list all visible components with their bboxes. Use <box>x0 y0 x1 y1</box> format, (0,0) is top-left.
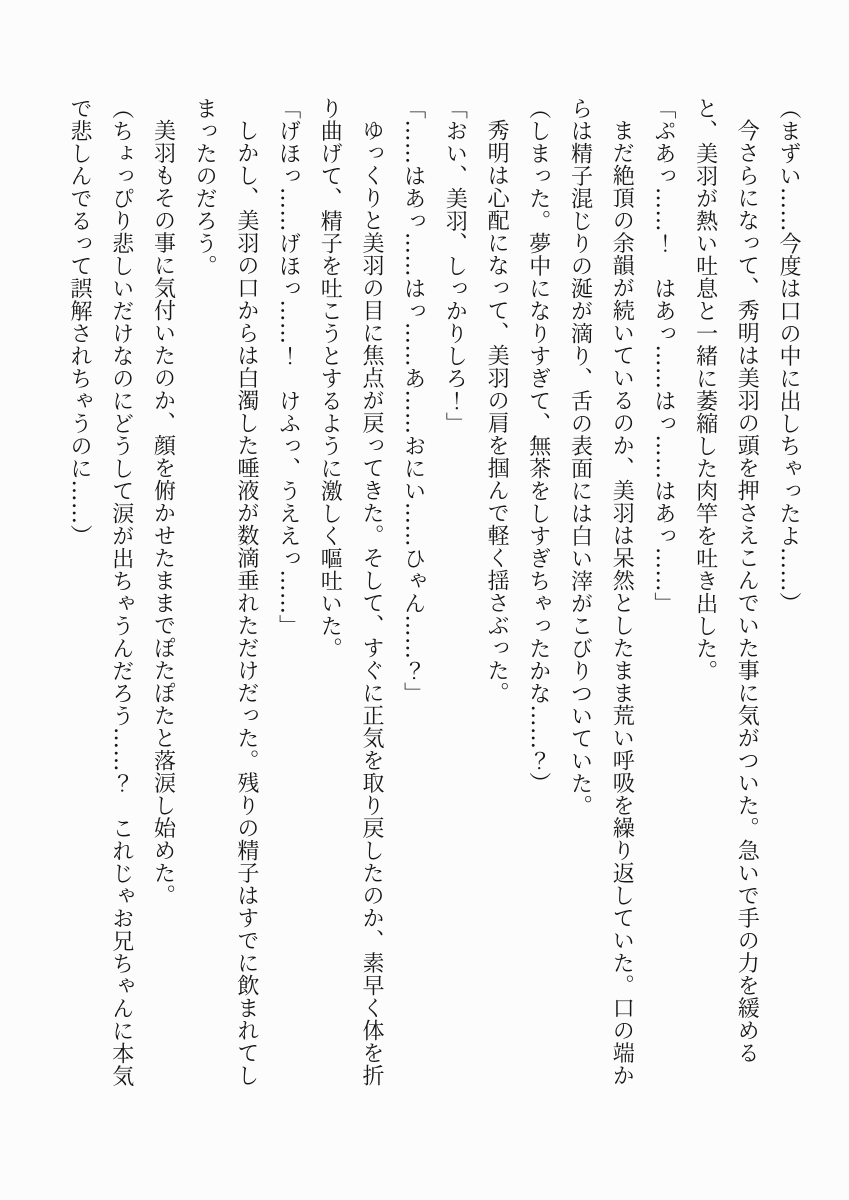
paragraph-narration: まだ絶頂の余韻が続いているのか、美羽は呆然としたまま荒い呼吸を繰り返していた。口の端からは精子混じりの涎が滴り、舌の表面には白い滓がこびりついていた。 <box>567 97 635 1087</box>
paragraph-narration: 美羽もその事に気付いたのか、顔を俯かせたままでぽたぽたと落涙し始めた。 <box>150 119 176 907</box>
paragraph-inner-monologue: （ちょっぴり悲しいだけなのにどうして涙が出ちゃうんだろう……？ これじゃお兄ちゃんに本気で悲しんでるって誤解されちゃうのに……） <box>67 97 134 1087</box>
paragraph-narration: 今さらになって、秀明は美羽の頭を押さえこんでいた事に気がついた。急いで手の力を緩めると、美羽が熱い吐息と一緒に萎縮した肉竿を吐き出した。 <box>692 97 760 1064</box>
paragraph-narration: ゆっくりと美羽の目に焦点が戻ってきた。そして、すぐに正気を取り戻したのか、素早く体を折り曲げて、精子を吐こうとするように激しく嘔吐いた。 <box>317 97 384 1087</box>
paragraph-narration: 秀明は心配になって、美羽の肩を掴んで軽く揺さぶった。 <box>484 119 510 704</box>
paragraph-dialogue: 「げほっ……げほっ……！ けふっ、うええっ……」 <box>275 97 301 637</box>
paragraph-dialogue: 「ぷあっ……！ はあっ……はっ……はあっ……」 <box>650 97 676 615</box>
paragraph-dialogue: 「おい、美羽、しっかりしろ！」 <box>442 97 468 435</box>
novel-page <box>58 97 809 1097</box>
paragraph-dialogue: 「……はあっ……はっ……あ……おにい……ひゃん……？」 <box>400 97 426 705</box>
paragraph-inner-monologue: （まずい……今度は口の中に出しちゃったよ……） <box>776 97 801 615</box>
paragraph-inner-monologue: （しまった。夢中になりすぎて、無茶をしすぎちゃったかな……？） <box>525 97 551 795</box>
paragraph-narration: しかし、美羽の口からは白濁した唾液が数滴垂れただけだった。残りの精子はすでに飲まれてしまったのだろう。 <box>192 97 259 1087</box>
